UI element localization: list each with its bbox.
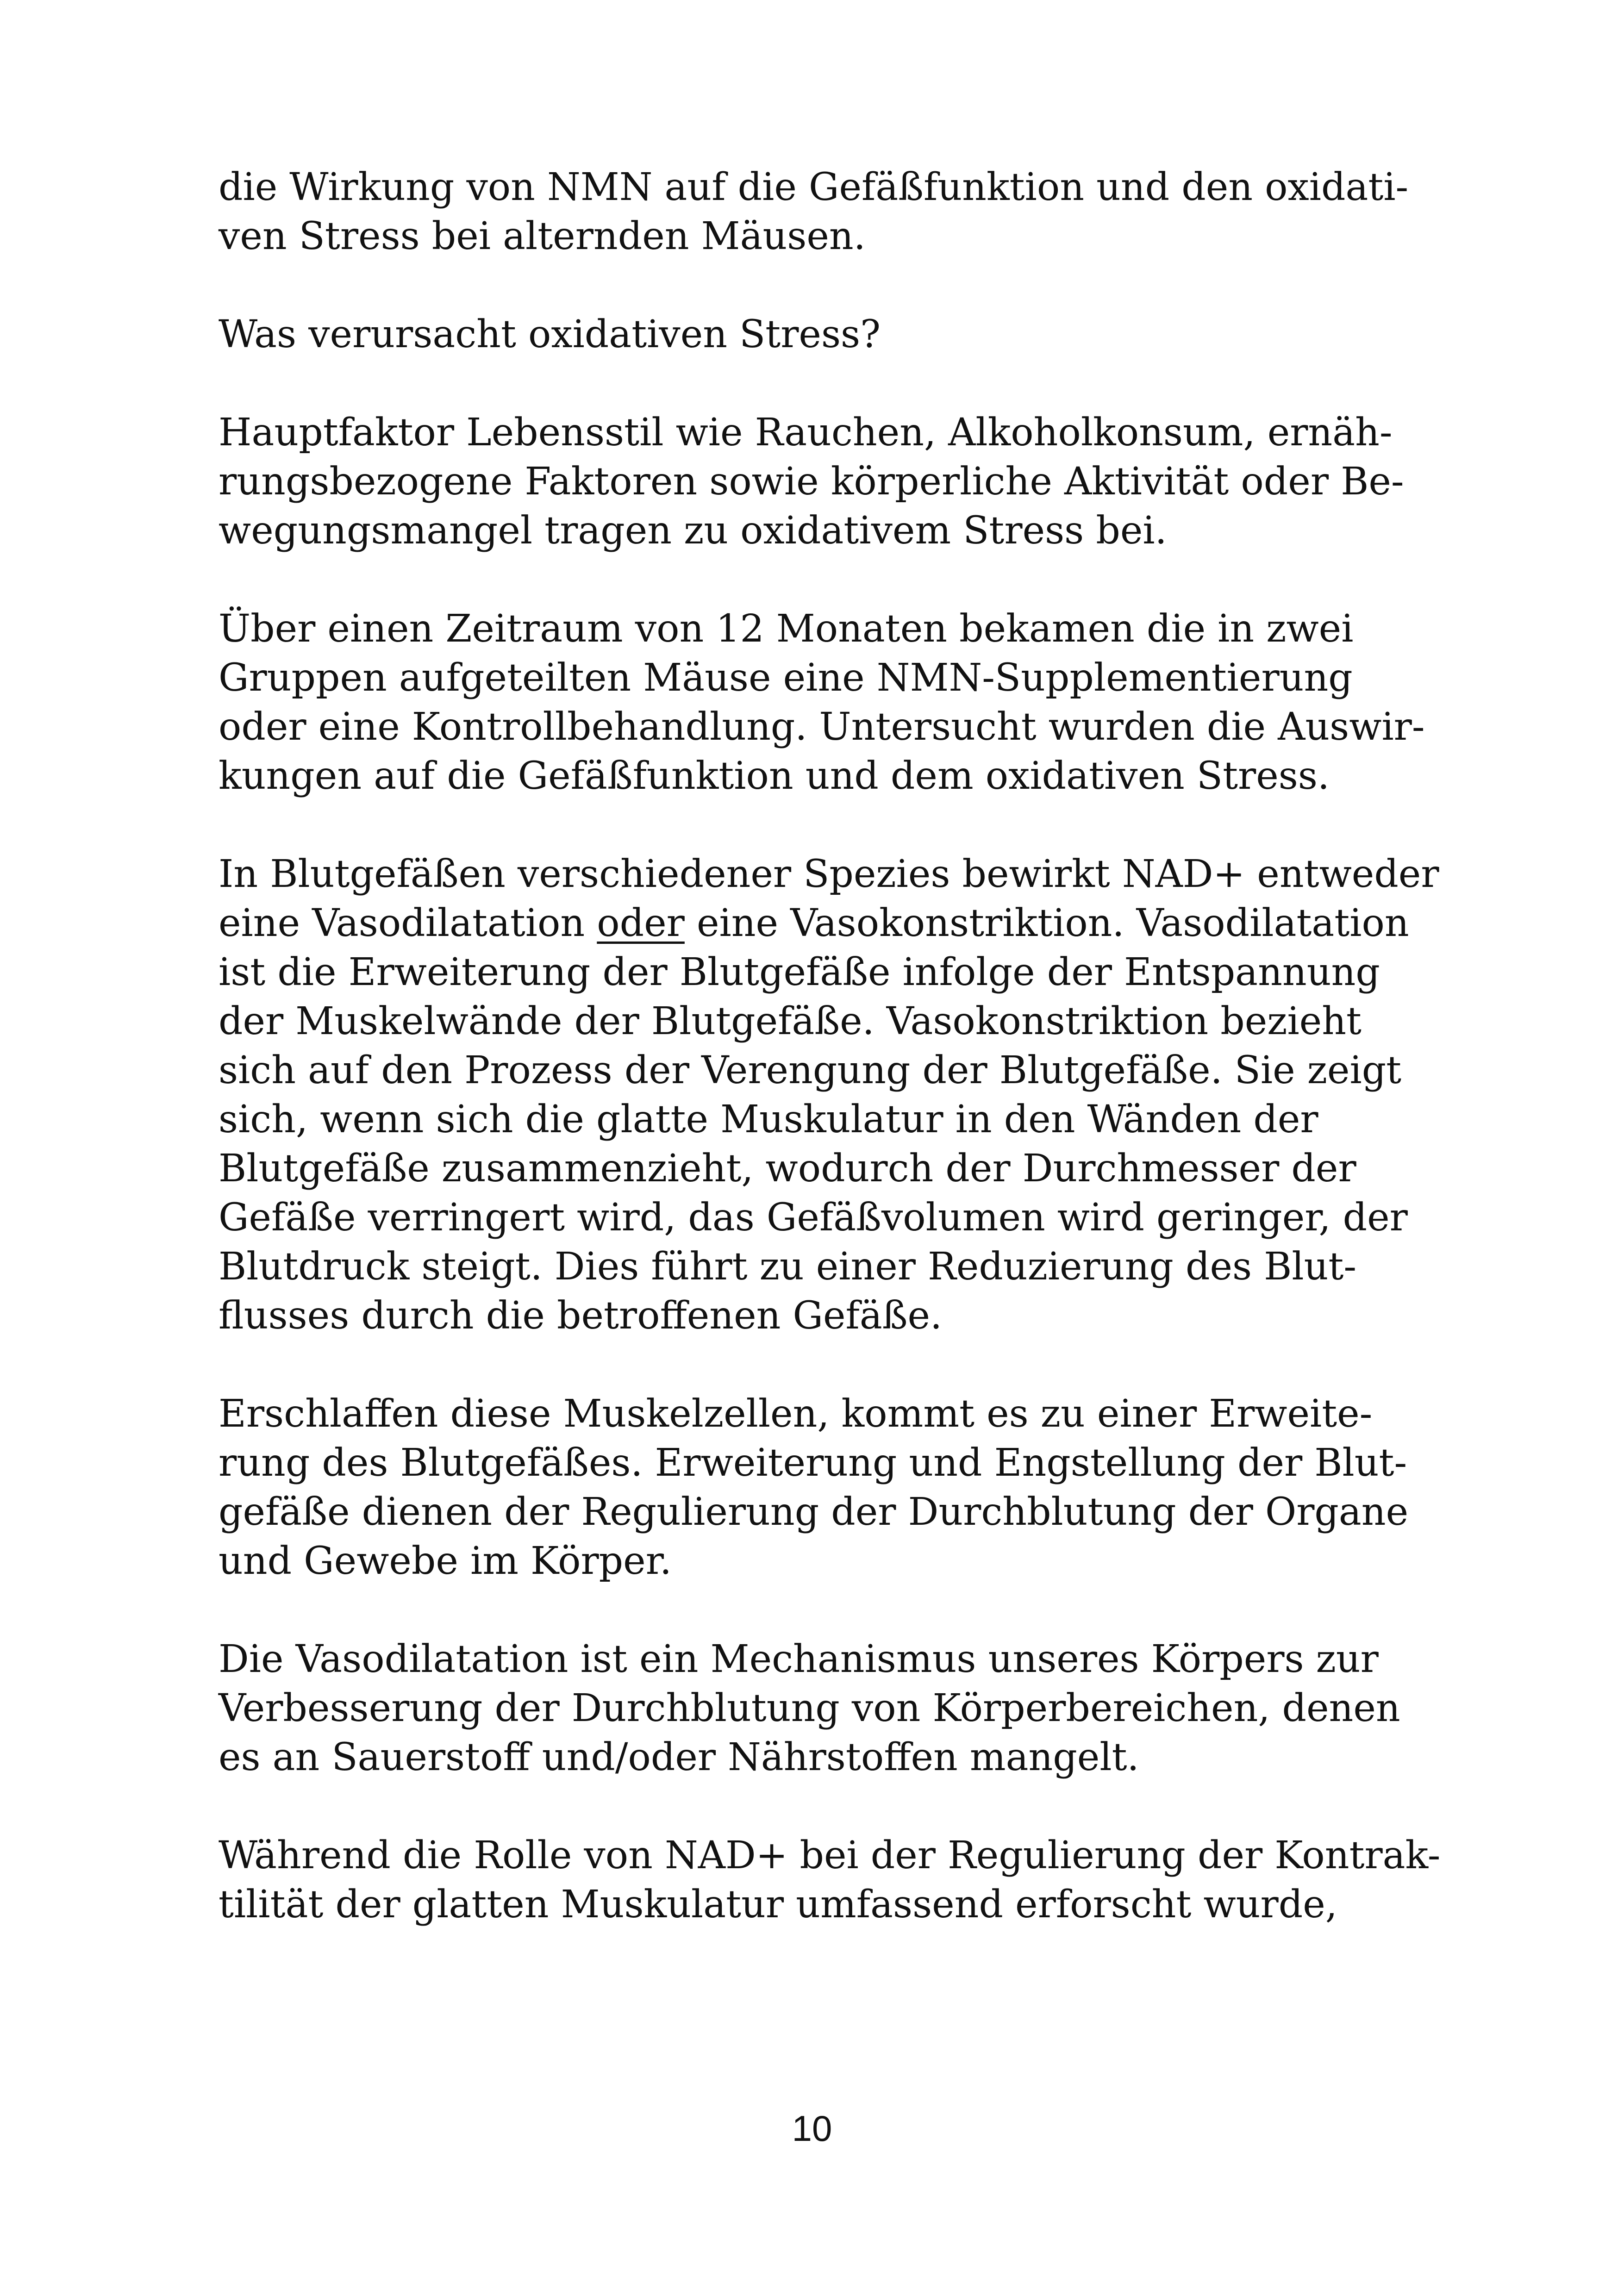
text-line: es an Sauerstoff und/oder Nährstoffen mangelt. [219,1735,1139,1779]
text-line: Während die Rolle von NAD+ bei der Regulierung der Kontrak- [219,1834,1441,1877]
text-line: In Blutgefäßen verschiedener Spezies bewirkt NAD+ entweder [219,852,1439,896]
paragraph-nmn-study-intro [219,163,1561,261]
text-line: Erschlaffen diese Muskelzellen, kommt es zu einer Erweite- [219,1392,1373,1436]
paragraph-lifestyle-factors [219,408,1561,555]
text-line: Gefäße verringert wird, das Gefäßvolumen wird geringer, der [219,1196,1408,1240]
text-line: wegungsmangel tragen zu oxidativem Stress bei. [219,509,1167,553]
text-line: ist die Erweiterung der Blutgefäße infolge der Entspannung [219,950,1380,994]
paragraph-vasodilatation-mechanism [219,1635,1561,1782]
underlined-word: oder [597,901,685,945]
text-line: Die Vasodilatation ist ein Mechanismus unseres Körpers zur [219,1637,1379,1681]
page-number: 10 [792,2108,832,2149]
text-line: Blutdruck steigt. Dies führt zu einer Reduzierung des Blut- [219,1245,1357,1289]
text-line: Gruppen aufgeteilten Mäuse eine NMN-Supplementierung [219,656,1353,700]
text-segment: eine Vasodilatation [219,901,597,945]
text-line: ven Stress bei alternden Mäusen. [219,214,866,258]
paragraph-nad-role [219,1831,1561,1929]
text-line: sich auf den Prozess der Verengung der Blutgefäße. Sie zeigt [219,1048,1402,1092]
text-line: Was verursacht oxidativen Stress? [219,312,881,356]
text-line: Verbesserung der Durchblutung von Körperbereichen, denen [219,1686,1400,1730]
paragraph-vasodilatation-vasoconstriction [219,850,1561,1341]
text-line: Blutgefäße zusammenzieht, wodurch der Durchmesser der [219,1147,1356,1191]
text-line: Über einen Zeitraum von 12 Monaten bekamen die in zwei [219,607,1354,651]
text-line: rung des Blutgefäßes. Erweiterung und Engstellung der Blut- [219,1441,1407,1485]
paragraph-muscle-relaxation [219,1390,1561,1586]
text-line: tilität der glatten Muskulatur umfassend erforscht wurde, [219,1883,1337,1927]
body-text [219,163,1561,1978]
text-line: kungen auf die Gefäßfunktion und dem oxidativen Stress. [219,754,1330,798]
text-line: rungsbezogene Faktoren sowie körperliche Aktivität oder Be- [219,460,1404,504]
text-segment: eine Vasokonstriktion. Vasodilatation [684,901,1409,945]
text-line: die Wirkung von NMN auf die Gefäßfunktion und den oxidati- [219,165,1409,209]
paragraph-question-oxidative-stress [219,310,1561,359]
text-line: oder eine Kontrollbehandlung. Untersucht wurden die Auswir- [219,705,1425,749]
paragraph-twelve-month-study [219,605,1561,801]
text-line: und Gewebe im Körper. [219,1539,672,1583]
text-line-with-underline [219,899,1561,948]
text-line: sich, wenn sich die glatte Muskulatur in den Wänden der [219,1098,1318,1141]
text-line: flusses durch die betroffenen Gefäße. [219,1294,943,1338]
text-line: der Muskelwände der Blutgefäße. Vasokonstriktion bezieht [219,999,1362,1043]
text-line: Hauptfaktor Lebensstil wie Rauchen, Alkoholkonsum, ernäh- [219,411,1393,455]
text-line: gefäße dienen der Regulierung der Durchblutung der Organe [219,1490,1409,1534]
